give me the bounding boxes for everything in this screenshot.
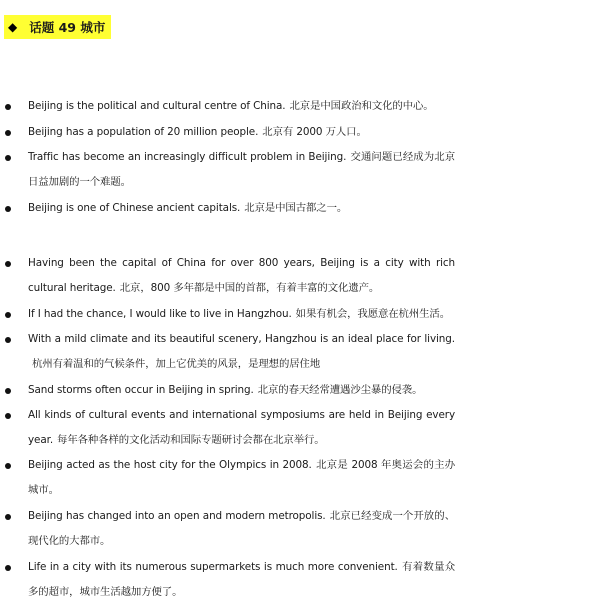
sentence-text: Having been the capital of China for over 800 years, Beijing is a city with rich cultural heritage. 北京，800 多年都是中国的首都，有着丰富的文化遗产。 (28, 257, 455, 295)
sentence-text: If I had the chance, I would like to live in Hangzhou. 如果有机会，我愿意在杭州生活。 (28, 308, 451, 320)
bullet-icon (5, 261, 11, 267)
bullet-icon (5, 337, 11, 343)
bullet-icon (5, 388, 11, 394)
bullet-icon (5, 514, 11, 520)
bullet-icon (5, 463, 11, 469)
sentence-text: Life in a city with its numerous supermarkets is much more convenient. 有着数量众多的超市，城市生活越加方便了。 (28, 561, 456, 599)
sentence-text: Beijing has changed into an open and modern metropolis. 北京已经变成一个开放的、现代化的大都市。 (28, 510, 455, 548)
sentence-text: Traffic has become an increasingly difficult problem in Beijing. 交通问题已经成为北京日益加剧的一个难题。 (28, 151, 456, 189)
sentence-text: Beijing is the political and cultural centre of China. 北京是中国政治和文化的中心。 (28, 100, 434, 112)
sentence-text: With a mild climate and its beautiful scenery, Hangzhou is an ideal place for living.杭州有着温和的气候条件，加上它优美的风景，是理想的居住地 (28, 333, 455, 371)
sentence-text: Beijing is one of Chinese ancient capitals. 北京是中国古都之一。 (28, 202, 348, 214)
bullet-icon (5, 130, 11, 136)
diamond-bullet-icon: ◆ (8, 20, 18, 34)
bullet-icon (5, 565, 11, 571)
bullet-icon (5, 155, 11, 161)
sentence-text: Beijing acted as the host city for the Olympics in 2008. 北京是 2008 年奥运会的主办城市。 (28, 459, 455, 497)
bullet-icon (5, 413, 11, 419)
sentence-text: Beijing has a population of 20 million people. 北京有 2000 万人口。 (28, 126, 367, 138)
topic-title: 话题 49 城市 (29, 20, 106, 35)
bullet-icon (5, 104, 11, 110)
bullet-icon (5, 312, 11, 318)
bullet-icon (5, 206, 11, 212)
sentence-text: Sand storms often occur in Beijing in spring. 北京的春天经常遭遇沙尘暴的侵袭。 (28, 384, 423, 396)
topic-title-banner (4, 15, 111, 39)
sentence-text: All kinds of cultural events and international symposiums are held in Beijing every year. 每年各种各样的文化活动和国际专题研讨会都在北京举行。 (28, 409, 455, 447)
